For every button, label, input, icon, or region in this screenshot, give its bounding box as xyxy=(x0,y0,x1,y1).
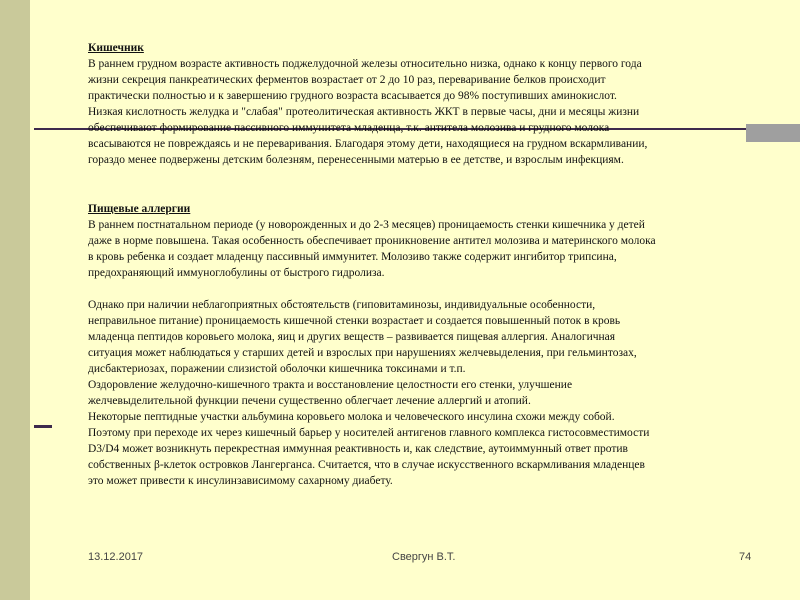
paragraph-line: ситуация может наблюдаться у старших детей и взрослых при нарушениях желчевыделения, при гельминтозах, xyxy=(88,347,637,359)
section-gap xyxy=(88,168,758,201)
intestine-title: Кишечник xyxy=(88,42,144,54)
paragraph-line: даже в норме повышена. Такая особенность обеспечивает проникновение антител молозива и материнского молока xyxy=(88,235,656,247)
allergies-section xyxy=(88,201,758,489)
slide-content xyxy=(88,40,758,489)
footer-author: Свергун В.Т. xyxy=(392,551,456,563)
paragraph-line: Низкая кислотность желудка и "слабая" протеолитическая активность ЖКТ в первые часы, дни и месяцы жизни xyxy=(88,106,640,118)
allergies-title: Пищевые аллергии xyxy=(88,203,191,215)
paragraph-line: всасываются не повреждаясь и не переваривания. Благодаря этому дети, находящиеся на грудном вскармливании, xyxy=(88,138,648,150)
paragraph-line: дисбактериозах, поражении слизистой оболочки кишечника токсинами и т.п. xyxy=(88,363,466,375)
paragraph-line: гораздо менее подвержены детским болезням, перенесенными матерью в ее детстве, и взрослым инфекциям. xyxy=(88,154,624,166)
paragraph-line: D3/D4 может возникнуть перекрестная иммунная реактивность и, как следствие, аутоиммунный ответ против xyxy=(88,443,628,455)
paragraph-line: предохраняющий иммуноглобулины от быстрого гидролиза. xyxy=(88,267,385,279)
bottom-left-divider-line xyxy=(34,425,52,428)
paragraph-line: желчевыделительной функции печени существенно облегчает лечение аллергий и атопий. xyxy=(88,395,531,407)
paragraph-line: В раннем постнатальном периоде (у новорожденных и до 2-3 месяцев) проницаемость стенки кишечника у детей xyxy=(88,219,645,231)
footer-page-number: 74 xyxy=(739,551,752,563)
paragraph-line: обеспечивают формирование пассивного иммунитета младенца, т.к. антитела молозива и грудного молока xyxy=(88,122,610,134)
paragraph-line: В раннем грудном возрасте активность поджелудочной железы относительно низка, однако к концу первого года xyxy=(88,58,642,70)
intestine-section xyxy=(88,40,758,168)
paragraph-line: в кровь ребенка и создает младенцу пассивный иммунитет. Молозиво также содержит ингибитор трипсина, xyxy=(88,251,617,263)
paragraph-line: собственных β-клеток островков Лангерганса. Считается, что в случае искусственного вскармливания младенцев xyxy=(88,459,645,471)
paragraph-line: Однако при наличии неблагоприятных обстоятельств (гиповитаминозы, индивидуальные особенности, xyxy=(88,299,596,311)
paragraph-line: практически полностью и к завершению грудного возраста всасывается до 98% поступивших аминокислот. xyxy=(88,90,617,102)
paragraph-gap xyxy=(88,281,758,297)
footer-date: 13.12.2017 xyxy=(88,551,144,563)
paragraph-line: Поэтому при переходе их через кишечный барьер у носителей антигенов главного комплекса гистосовместимости xyxy=(88,427,650,439)
paragraph-line: Оздоровление желудочно-кишечного тракта и восстановление целостности его стенки, улучшение xyxy=(88,379,573,391)
paragraph-line: Некоторые пептидные участки альбумина коровьего молока и человеческого инсулина схожи между собой. xyxy=(88,411,615,423)
paragraph-line: жизни секреция панкреатических ферментов возрастает от 2 до 10 раз, переваривание белков происходит xyxy=(88,74,606,86)
left-decorative-band xyxy=(0,0,30,600)
paragraph-line: младенца пептидов коровьего молока, яиц и других веществ – развивается пищевая аллергия. Аналогичная xyxy=(88,331,616,343)
paragraph-line: это может привести к инсулинзависимому сахарному диабету. xyxy=(88,475,393,487)
paragraph-line: неправильное питание) проницаемость кишечной стенки возрастает и создается повышенный поток в кровь xyxy=(88,315,621,327)
